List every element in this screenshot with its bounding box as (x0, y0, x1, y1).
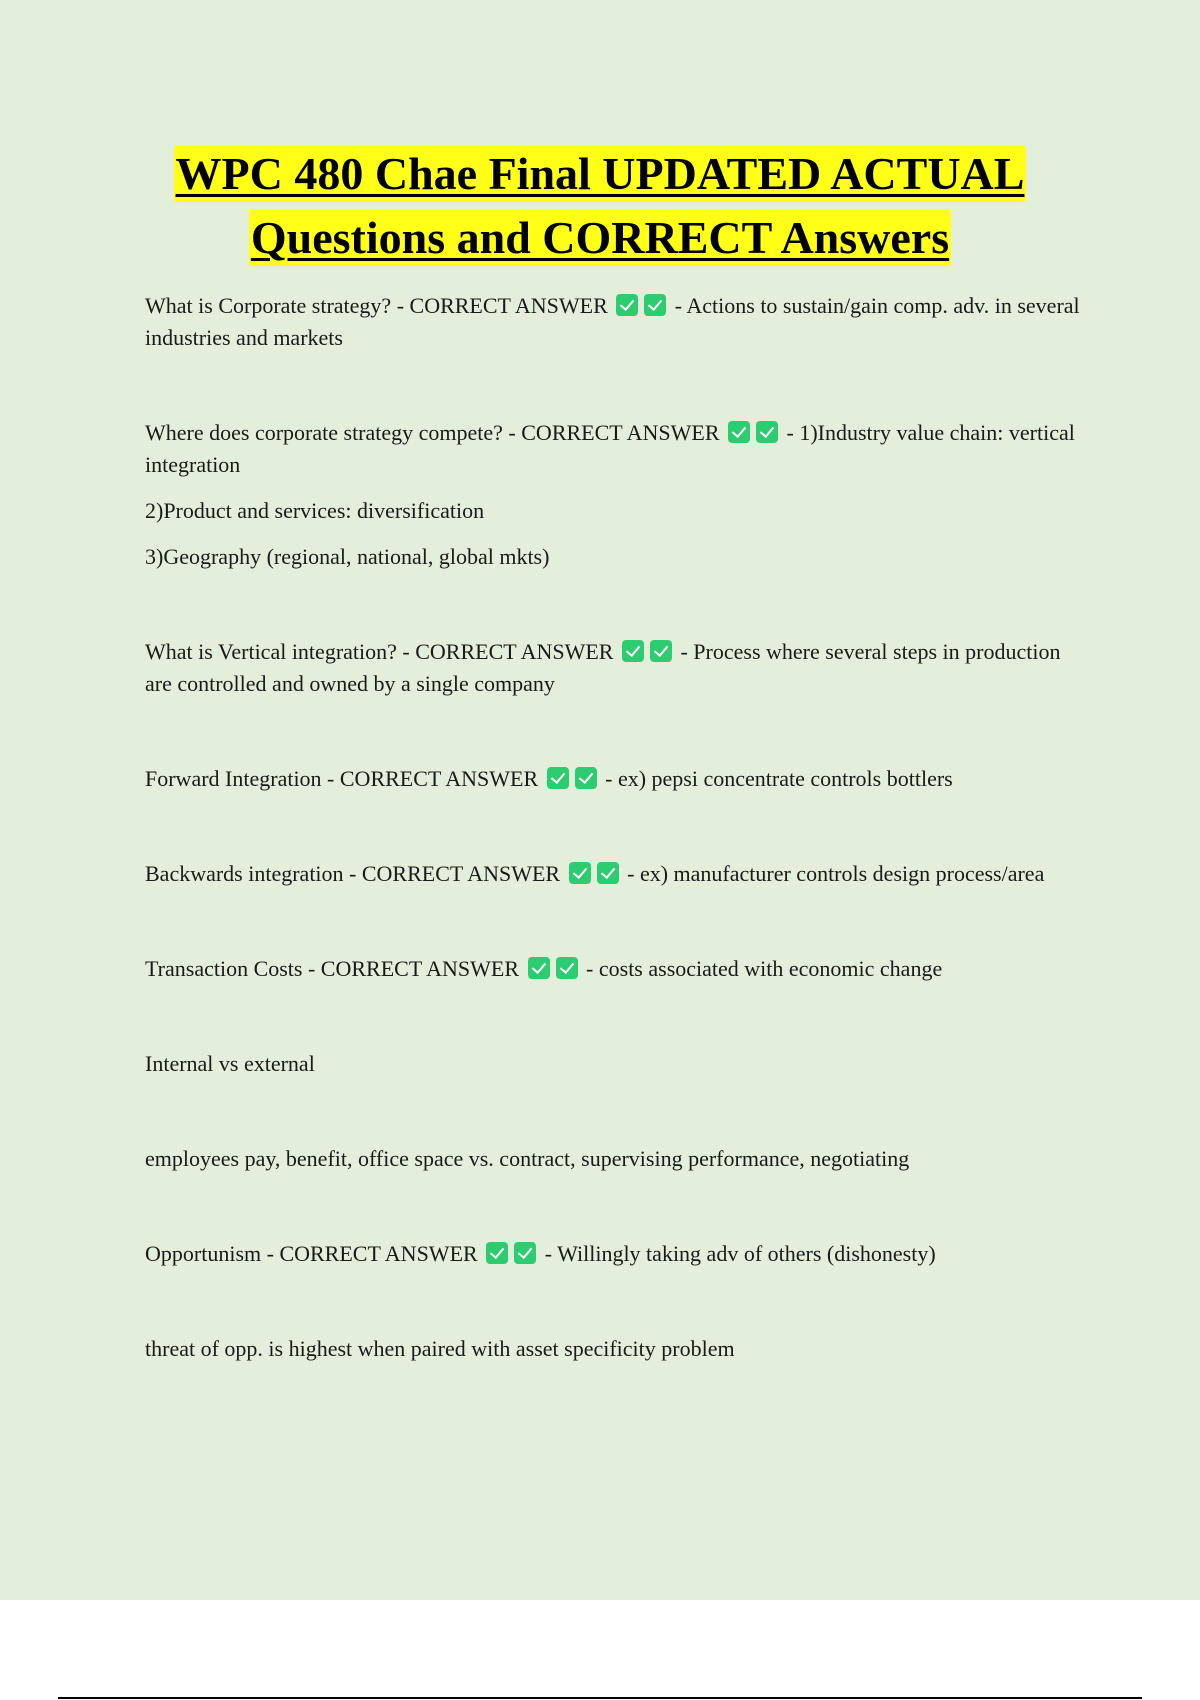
answer-detail-line: employees pay, benefit, office space vs. contract, supervising performance, negotiating (145, 1146, 910, 1171)
qa-entry-corporate-strategy (145, 290, 1085, 354)
question-text: Backwards integration - CORRECT ANSWER (145, 861, 561, 886)
document-title (0, 146, 1200, 266)
question-text: What is Corporate strategy? - CORRECT ANSWER (145, 293, 608, 318)
answer-detail-line: 2)Product and services: diversification (145, 498, 485, 523)
qa-entry-where-compete (145, 417, 1085, 481)
answer-text: - costs associated with economic change (586, 956, 943, 981)
qa-entry-forward-integration (145, 763, 1085, 795)
answer-detail-line: 3)Geography (regional, national, global mkts) (145, 544, 550, 569)
question-text: Opportunism - CORRECT ANSWER (145, 1241, 478, 1266)
title-line-1: WPC 480 Chae Final UPDATED ACTUAL (174, 146, 1027, 202)
check-icon (575, 767, 597, 789)
question-text: What is Vertical integration? - CORRECT ANSWER (145, 639, 614, 664)
qa-content (145, 290, 1085, 1365)
check-icon (597, 862, 619, 884)
check-icon (650, 640, 672, 662)
answer-text: - ex) manufacturer controls design process/area (627, 861, 1045, 886)
answer-detail-line: threat of opp. is highest when paired with asset specificity problem (145, 1336, 735, 1361)
question-text: Transaction Costs - CORRECT ANSWER (145, 956, 520, 981)
check-icon (528, 957, 550, 979)
answer-text: - Process where several steps in production are controlled and owned by a single company (145, 639, 1061, 696)
check-icon (547, 767, 569, 789)
qa-entry-transaction-costs (145, 953, 1085, 985)
title-line-2: Questions and CORRECT Answers (249, 210, 951, 266)
answer-detail-line: Internal vs external (145, 1051, 315, 1076)
answer-text: - Willingly taking adv of others (dishonesty) (544, 1241, 936, 1266)
answer-text: - 1)Industry value chain: vertical integration (145, 420, 1075, 477)
answer-text: - ex) pepsi concentrate controls bottlers (605, 766, 953, 791)
question-text: Forward Integration - CORRECT ANSWER (145, 766, 539, 791)
answer-text: - Actions to sustain/gain comp. adv. in several industries and markets (145, 293, 1080, 350)
check-icon (486, 1242, 508, 1264)
qa-entry-backwards-integration (145, 858, 1085, 890)
check-icon (622, 640, 644, 662)
check-icon (616, 294, 638, 316)
check-icon (644, 294, 666, 316)
qa-entry-opportunism (145, 1238, 1085, 1270)
qa-entry-vertical-integration (145, 636, 1085, 700)
check-icon (569, 862, 591, 884)
footer-divider (58, 1697, 1142, 1699)
check-icon (756, 421, 778, 443)
check-icon (556, 957, 578, 979)
question-text: Where does corporate strategy compete? - CORRECT ANSWER (145, 420, 720, 445)
check-icon (728, 421, 750, 443)
check-icon (514, 1242, 536, 1264)
